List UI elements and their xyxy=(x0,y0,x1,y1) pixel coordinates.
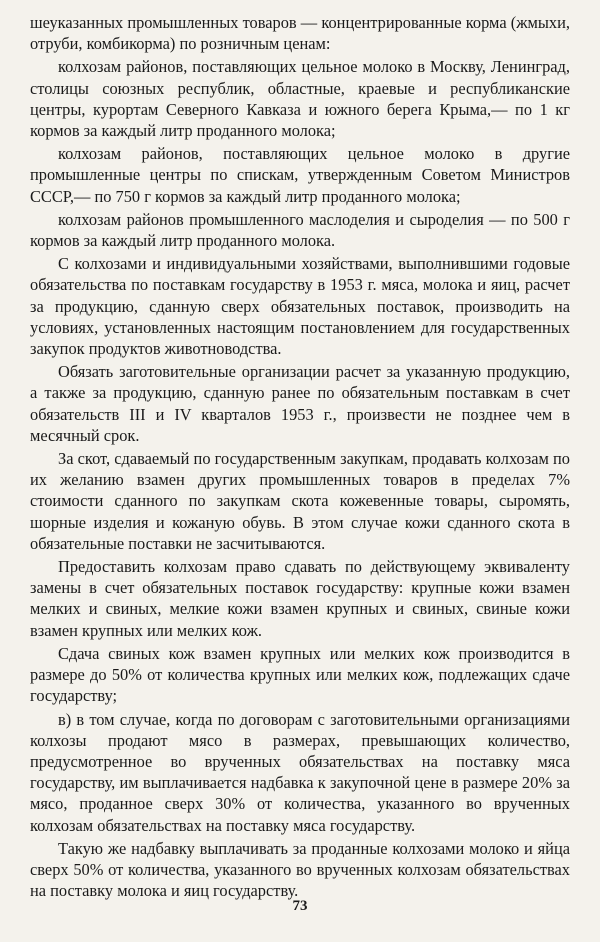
paragraph-1: шеуказанных промышленных товаров — концентрированные корма (жмыхи, отруби, комбикорма) по розничным ценам: xyxy=(30,13,570,54)
paragraph-3: колхозам районов, поставляющих цельное молоко в другие промышленные центры по спискам, утвержденным Советом Министров СССР,— по 750 г кормов за каждый литр проданного молока; xyxy=(30,144,570,206)
paragraph-7: За скот, сдаваемый по государственным закупкам, продавать колхозам по их желанию взамен других промышленных товаров в пределах 7% стоимости сданного по закупкам скота кожевенные товары, сыромять, шорные изделия и кожаную обувь. В этом случае кожи сданного скота в обязательные поставки не засчитываются. xyxy=(30,449,570,553)
paragraph-5: С колхозами и индивидуальными хозяйствами, выполнившими годовые обязательства по поставкам государству в 1953 г. мяса, молока и яиц, расчет за продукцию, сданную сверх обязательных поставок, производить на условиях, установленных настоящим постановлением для государственных закупок продуктов животноводства. xyxy=(30,254,570,359)
paragraph-2: колхозам районов, поставляющих цельное молоко в Москву, Ленинград, столицы союзных республик, областные, краевые и республиканские центры, курортам Северного Кавказа и южного берега Крыма,— по 1 кг кормов за каждый литр проданного молока; xyxy=(30,57,570,141)
paragraph-4: колхозам районов промышленного маслоделия и сыроделия — по 500 г кормов за каждый литр проданного молока. xyxy=(30,209,570,251)
paragraph-10: в) в том случае, когда по договорам с заготовительными организациями колхозы продают мясо в размерах, превышающих количество, предусмотренное во врученных обязательствах на поставку мяса государству, им выплачивается надбавка к закупочной цене в размере 20% за мясо, проданное сверх 30% от количества, указанного во врученных колхозам обязательствах на поставку мяса государству. xyxy=(30,709,570,835)
paragraph-11: Такую же надбавку выплачивать за проданные колхозами молоко и яйца сверх 50% от количества, указанного во врученных колхозам обязательствах на поставку молока и яиц государству. xyxy=(30,838,570,901)
page-number: 73 xyxy=(292,898,308,914)
document-page xyxy=(30,12,570,903)
paragraph-6: Обязать заготовительные организации расчет за указанную продукцию, а также за продукцию, сданную ранее по обязательным поставкам в счет обязательств III и IV кварталов 1953 г., произвести не позднее чем в месячный срок. xyxy=(30,362,570,445)
paragraph-9: Сдача свиных кож взамен крупных или мелких кож производится в размере до 50% от количества крупных или мелких кож, подлежащих сдаче государству; xyxy=(30,643,570,706)
paragraph-8: Предоставить колхозам право сдавать по действующему эквиваленту замены в счет обязательных поставок государству: крупные кожи взамен мелких и свиных, мелкие кожи взамен крупных и свиных, свиные кожи взамен крупных или мелких кож. xyxy=(30,557,570,640)
